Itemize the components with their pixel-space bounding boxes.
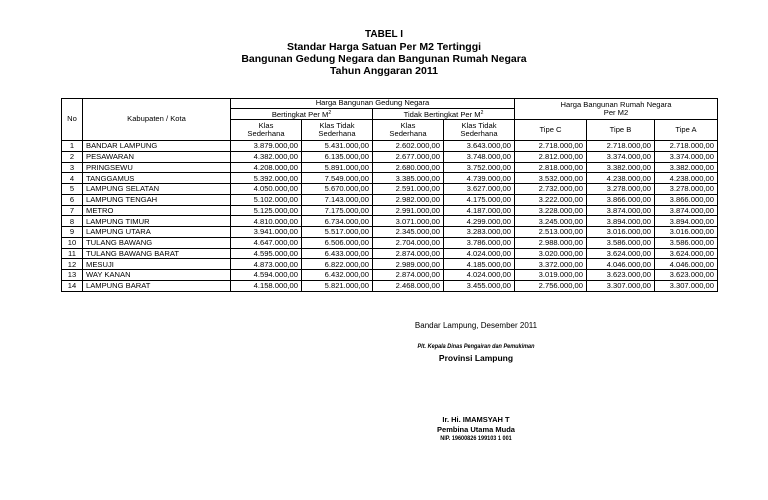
row-kabupaten: LAMPUNG UTARA [83,227,231,238]
row-tipe-a: 3.623.000,00 [655,270,718,281]
row-tipe-c: 2.756.000,00 [515,280,587,291]
row-tipe-a: 3.374.000,00 [655,151,718,162]
table-row [62,194,718,205]
row-tidak-bertingkat-klas-sederhana: 2.680.000,00 [373,162,444,173]
row-bertingkat-klas-sederhana: 4.158.000,00 [231,280,302,291]
row-bertingkat-klas-tidak-sederhana: 7.143.000,00 [302,194,373,205]
row-tidak-bertingkat-klas-tidak-sederhana: 3.283.000,00 [444,227,515,238]
row-bertingkat-klas-tidak-sederhana: 6.433.000,00 [302,248,373,259]
row-kabupaten: LAMPUNG TENGAH [83,194,231,205]
row-tidak-bertingkat-klas-sederhana: 2.704.000,00 [373,237,444,248]
row-kabupaten: MESUJI [83,259,231,270]
row-tidak-bertingkat-klas-sederhana: 2.989.000,00 [373,259,444,270]
header-klas-sederhana-2 [373,120,444,141]
row-no: 1 [62,141,83,152]
row-tipe-b: 3.894.000,00 [587,216,655,227]
row-tipe-a: 3.874.000,00 [655,205,718,216]
row-bertingkat-klas-sederhana: 5.125.000,00 [231,205,302,216]
row-tidak-bertingkat-klas-sederhana: 2.591.000,00 [373,184,444,195]
header-rumah [515,99,718,120]
table-row [62,162,718,173]
table-row [62,270,718,281]
row-tipe-a: 3.866.000,00 [655,194,718,205]
row-tipe-b: 3.382.000,00 [587,162,655,173]
header-klas-tidak-sederhana-2 [444,120,515,141]
row-bertingkat-klas-tidak-sederhana: 5.670.000,00 [302,184,373,195]
row-bertingkat-klas-tidak-sederhana: 5.431.000,00 [302,141,373,152]
table-row [62,151,718,162]
row-bertingkat-klas-tidak-sederhana: 7.549.000,00 [302,173,373,184]
row-tidak-bertingkat-klas-tidak-sederhana: 3.786.000,00 [444,237,515,248]
header-tidak-bertingkat-sup: 2 [480,109,484,116]
row-tidak-bertingkat-klas-tidak-sederhana: 4.024.000,00 [444,270,515,281]
row-kabupaten: METRO [83,205,231,216]
row-tidak-bertingkat-klas-tidak-sederhana: 4.185.000,00 [444,259,515,270]
row-tipe-b: 4.238.000,00 [587,173,655,184]
row-tipe-b: 3.623.000,00 [587,270,655,281]
row-tidak-bertingkat-klas-tidak-sederhana: 4.739.000,00 [444,173,515,184]
table-row [62,184,718,195]
header-rumah-line2: Per M2 [603,108,629,117]
table-title: TABEL I [365,29,403,40]
row-tidak-bertingkat-klas-sederhana: 2.991.000,00 [373,205,444,216]
row-tipe-c: 3.020.000,00 [515,248,587,259]
official-rank: Pembina Utama Muda [437,425,515,434]
table-row [62,205,718,216]
row-tipe-b: 3.307.000,00 [587,280,655,291]
row-tidak-bertingkat-klas-sederhana: 2.874.000,00 [373,248,444,259]
row-bertingkat-klas-sederhana: 5.102.000,00 [231,194,302,205]
row-no: 12 [62,259,83,270]
header-tipe-b: Tipe B [587,120,655,141]
row-bertingkat-klas-sederhana: 3.879.000,00 [231,141,302,152]
header-klas-tidak-l1: Klas Tidak [319,120,355,130]
table-row [62,141,718,152]
row-bertingkat-klas-tidak-sederhana: 6.135.000,00 [302,151,373,162]
row-tidak-bertingkat-klas-tidak-sederhana: 3.455.000,00 [444,280,515,291]
table-row [62,237,718,248]
row-no: 10 [62,237,83,248]
place-date: Bandar Lampung, Desember 2011 [414,321,538,330]
row-no: 13 [62,270,83,281]
row-no: 9 [62,227,83,238]
row-tidak-bertingkat-klas-sederhana: 2.602.000,00 [373,141,444,152]
row-no: 4 [62,173,83,184]
row-kabupaten: PESAWARAN [83,151,231,162]
row-tipe-c: 3.245.000,00 [515,216,587,227]
row-no: 5 [62,184,83,195]
row-tipe-c: 2.732.000,00 [515,184,587,195]
price-table [61,98,718,292]
header-tipe-c: Tipe C [515,120,587,141]
row-tipe-b: 3.278.000,00 [587,184,655,195]
row-bertingkat-klas-tidak-sederhana: 6.432.000,00 [302,270,373,281]
row-bertingkat-klas-sederhana: 4.810.000,00 [231,216,302,227]
row-kabupaten: TULANG BAWANG [83,237,231,248]
row-tidak-bertingkat-klas-sederhana: 2.677.000,00 [373,151,444,162]
fiscal-year: Tahun Anggaran 2011 [330,65,438,77]
row-bertingkat-klas-sederhana: 4.594.000,00 [231,270,302,281]
header-no: No [62,99,83,141]
header-klas-sederhana-l2: Sederhana [247,129,285,138]
header-klas-sederhana-2-l1: Klas [400,120,416,130]
row-tipe-c: 3.228.000,00 [515,205,587,216]
header-bertingkat-label: Bertingkat Per M [271,109,329,119]
table-row [62,259,718,270]
row-tidak-bertingkat-klas-sederhana: 2.468.000,00 [373,280,444,291]
row-bertingkat-klas-sederhana: 5.392.000,00 [231,173,302,184]
row-tipe-a: 3.278.000,00 [655,184,718,195]
row-tidak-bertingkat-klas-tidak-sederhana: 3.752.000,00 [444,162,515,173]
row-bertingkat-klas-sederhana: 4.873.000,00 [231,259,302,270]
row-tipe-b: 3.624.000,00 [587,248,655,259]
row-tidak-bertingkat-klas-tidak-sederhana: 4.024.000,00 [444,248,515,259]
row-bertingkat-klas-sederhana: 4.595.000,00 [231,248,302,259]
row-kabupaten: TANGGAMUS [83,173,231,184]
row-no: 14 [62,280,83,291]
row-kabupaten: LAMPUNG TIMUR [83,216,231,227]
header-klas-tidak-l2: Sederhana [318,129,356,138]
row-kabupaten: LAMPUNG BARAT [83,280,231,291]
row-tidak-bertingkat-klas-sederhana: 3.385.000,00 [373,173,444,184]
row-kabupaten: BANDAR LAMPUNG [83,141,231,152]
row-tipe-a: 3.586.000,00 [655,237,718,248]
row-no: 7 [62,205,83,216]
row-tipe-a: 3.016.000,00 [655,227,718,238]
official-nip: NIP. 19600826 199103 1 001 [440,435,512,442]
document-heading: Standar Harga Satuan Per M2 Tertinggi [286,41,482,53]
row-bertingkat-klas-tidak-sederhana: 6.734.000,00 [302,216,373,227]
row-tidak-bertingkat-klas-sederhana: 2.874.000,00 [373,270,444,281]
row-bertingkat-klas-tidak-sederhana: 6.822.000,00 [302,259,373,270]
row-bertingkat-klas-sederhana: 4.208.000,00 [231,162,302,173]
row-no: 8 [62,216,83,227]
row-tidak-bertingkat-klas-tidak-sederhana: 4.187.000,00 [444,205,515,216]
row-no: 11 [62,248,83,259]
row-bertingkat-klas-tidak-sederhana: 6.506.000,00 [302,237,373,248]
row-bertingkat-klas-tidak-sederhana: 5.891.000,00 [302,162,373,173]
row-bertingkat-klas-sederhana: 3.941.000,00 [231,227,302,238]
header-tidak-bertingkat [373,108,515,120]
header-bertingkat-sup: 2 [328,109,332,116]
row-tipe-a: 4.238.000,00 [655,173,718,184]
row-bertingkat-klas-tidak-sederhana: 7.175.000,00 [302,205,373,216]
row-kabupaten: PRINGSEWU [83,162,231,173]
row-tipe-a: 3.307.000,00 [655,280,718,291]
header-klas-sederhana [231,120,302,141]
row-tipe-c: 2.718.000,00 [515,141,587,152]
header-klas-sederhana-l1: Klas [258,120,274,130]
row-tidak-bertingkat-klas-sederhana: 3.071.000,00 [373,216,444,227]
row-tipe-c: 2.513.000,00 [515,227,587,238]
header-tipe-a: Tipe A [655,120,718,141]
header-klas-tidak-2-l1: Klas Tidak [461,120,497,130]
row-bertingkat-klas-tidak-sederhana: 5.821.000,00 [302,280,373,291]
header-klas-sederhana-2-l2: Sederhana [389,129,427,138]
row-tipe-b: 3.874.000,00 [587,205,655,216]
header-klas-tidak-2-l2: Sederhana [460,129,498,138]
row-tipe-c: 3.222.000,00 [515,194,587,205]
row-kabupaten: TULANG BAWANG BARAT [83,248,231,259]
row-tipe-a: 4.046.000,00 [655,259,718,270]
row-tipe-c: 3.372.000,00 [515,259,587,270]
row-tidak-bertingkat-klas-tidak-sederhana: 3.643.000,00 [444,141,515,152]
row-tipe-c: 2.988.000,00 [515,237,587,248]
row-tipe-b: 3.016.000,00 [587,227,655,238]
header-kabupaten: Kabupaten / Kota [83,99,231,141]
row-tipe-c: 2.818.000,00 [515,162,587,173]
row-tipe-a: 2.718.000,00 [655,141,718,152]
table-row [62,173,718,184]
header-tidak-bertingkat-label: Tidak Bertingkat Per M [403,109,481,119]
table-row [62,216,718,227]
header-rumah-line1: Harga Bangunan Rumah Negara [560,99,672,109]
official-position: Plt. Kepala Dinas Pengairan dan Pemukiman [417,343,535,350]
row-tipe-b: 4.046.000,00 [587,259,655,270]
row-kabupaten: LAMPUNG SELATAN [83,184,231,195]
row-tidak-bertingkat-klas-tidak-sederhana: 3.627.000,00 [444,184,515,195]
row-tidak-bertingkat-klas-sederhana: 2.982.000,00 [373,194,444,205]
row-tipe-c: 2.812.000,00 [515,151,587,162]
row-no: 6 [62,194,83,205]
table-row [62,280,718,291]
row-tidak-bertingkat-klas-tidak-sederhana: 4.175.000,00 [444,194,515,205]
table-row [62,227,718,238]
header-gedung: Harga Bangunan Gedung Negara [231,99,515,109]
row-tipe-a: 3.894.000,00 [655,216,718,227]
row-tipe-b: 3.586.000,00 [587,237,655,248]
document-subheading: Bangunan Gedung Negara dan Bangunan Rumah Negara [241,53,527,65]
row-kabupaten: WAY KANAN [83,270,231,281]
row-tipe-c: 3.532.000,00 [515,173,587,184]
row-tidak-bertingkat-klas-sederhana: 2.345.000,00 [373,227,444,238]
row-bertingkat-klas-tidak-sederhana: 5.517.000,00 [302,227,373,238]
row-tipe-b: 3.866.000,00 [587,194,655,205]
row-bertingkat-klas-sederhana: 4.382.000,00 [231,151,302,162]
row-tipe-c: 3.019.000,00 [515,270,587,281]
row-tipe-b: 2.718.000,00 [587,141,655,152]
row-bertingkat-klas-sederhana: 4.050.000,00 [231,184,302,195]
province: Provinsi Lampung [438,353,514,363]
official-name: Ir. Hi. IMAMSYAH T [442,415,510,424]
header-bertingkat [231,108,373,120]
table-row [62,248,718,259]
table-body [62,141,718,292]
row-tipe-b: 3.374.000,00 [587,151,655,162]
row-tidak-bertingkat-klas-tidak-sederhana: 4.299.000,00 [444,216,515,227]
row-no: 2 [62,151,83,162]
row-tidak-bertingkat-klas-tidak-sederhana: 3.748.000,00 [444,151,515,162]
row-no: 3 [62,162,83,173]
header-klas-tidak-sederhana [302,120,373,141]
row-bertingkat-klas-sederhana: 4.647.000,00 [231,237,302,248]
row-tipe-a: 3.624.000,00 [655,248,718,259]
row-tipe-a: 3.382.000,00 [655,162,718,173]
